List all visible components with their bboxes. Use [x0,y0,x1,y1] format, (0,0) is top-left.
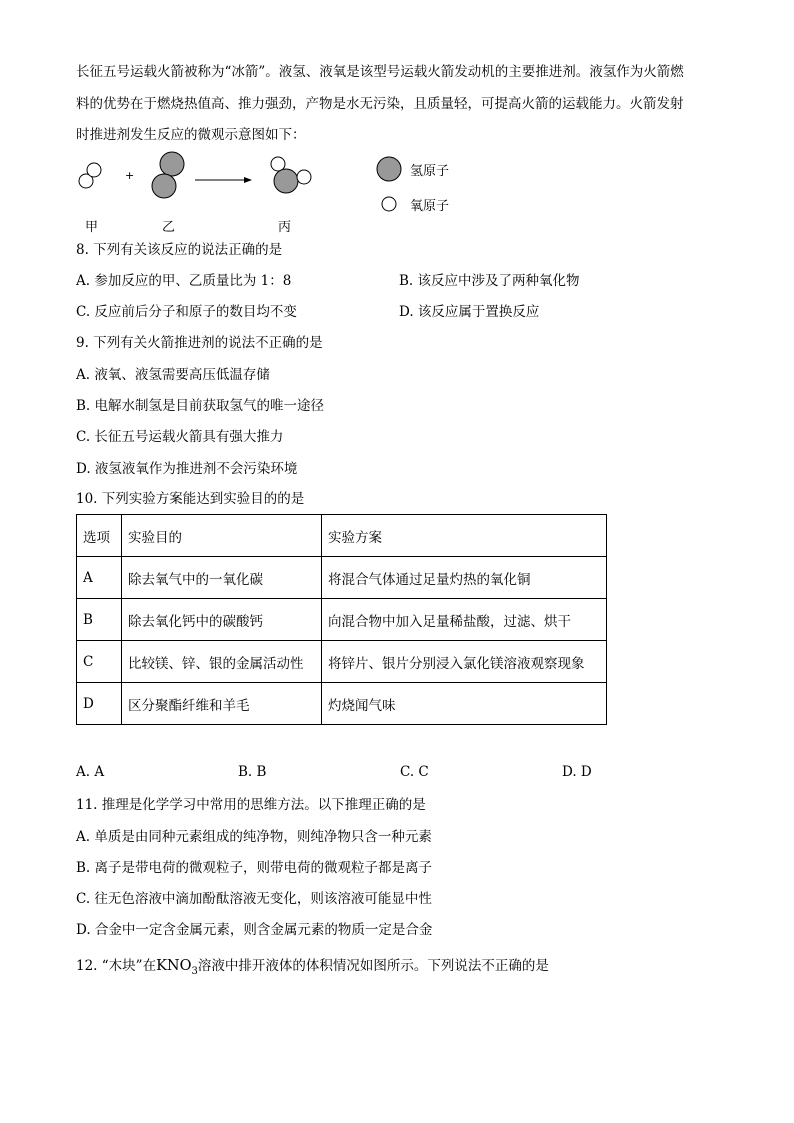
table-header-cell: 实验目的 [122,515,322,557]
table-cell: C [77,641,122,683]
q8-option-c: C. 反应前后分子和原子的数目均不变 [76,304,297,320]
reaction-diagram [70,148,530,228]
intro-line-1: 长征五号运载火箭被称为“冰箭”。液氢、液氧是该型号运载火箭发动机的主要推进剂。液氢作为火箭燃 [76,64,684,80]
experiment-table [76,514,607,725]
table-cell: 灼烧闻气味 [322,683,607,725]
q10-answer-c: C. C [400,764,429,780]
intro-line-3: 时推进剂发生反应的微观示意图如下： [76,127,306,143]
table-row [77,557,607,599]
q11-option-c: C. 往无色溶液中滴加酚酞溶液无变化，则该溶液可能显中性 [76,891,432,907]
chemical-formula: $KNO_3$ [156,958,198,977]
hydrogen-atom [87,163,101,177]
q10-answer-b: B. B [238,764,267,780]
q9-stem: 9. 下列有关火箭推进剂的说法不正确的是 [76,335,323,351]
q8-option-d: D. 该反应属于置换反应 [399,304,540,320]
table-row [77,641,607,683]
table-header-row [77,515,607,557]
table-cell: A [77,557,122,599]
table-cell: 向混合物中加入足量稀盐酸，过滤、烘干 [322,599,607,641]
q11-option-a: A. 单质是由同种元素组成的纯净物，则纯净物只含一种元素 [76,829,432,845]
q9-option-b: B. 电解水制氢是目前获取氢气的唯一途径 [76,398,325,414]
q9-option-a: A. 液氧、液氢需要高压低温存储 [76,367,270,383]
table-cell: 将锌片、银片分别浸入氯化镁溶液观察现象 [322,641,607,683]
table-row [77,683,607,725]
table-header-cell: 选项 [77,515,122,557]
oxygen-atom [274,169,298,193]
q10-stem: 10. 下列实验方案能达到实验目的的是 [76,491,305,507]
q11-stem: 11. 推理是化学学习中常用的思维方法。以下推理正确的是 [76,797,426,813]
q8-stem: 8. 下列有关该反应的说法正确的是 [76,242,283,258]
q11-option-b: B. 离子是带电荷的微观粒子，则带电荷的微观粒子都是离子 [76,860,433,876]
table-cell: 除去氧气中的一氧化碳 [122,557,322,599]
q8-option-a: A. 参加反应的甲、乙质量比为 1：8 [76,273,292,289]
plus-sign: + [125,169,135,182]
q10-answer-d: D. D [562,764,592,780]
table-cell: D [77,683,122,725]
table-cell: 除去氧化钙中的碳酸钙 [122,599,322,641]
label-bing: 丙 [278,220,292,235]
table-row [77,599,607,641]
q8-option-b: B. 该反应中涉及了两种氧化物 [399,273,580,289]
legend-label-hydrogen: 氢原子 [410,164,450,179]
q9-option-c: C. 长征五号运载火箭具有强大推力 [76,429,284,445]
table-header-cell: 实验方案 [322,515,607,557]
label-yi: 乙 [162,220,176,235]
label-jia: 甲 [85,220,99,235]
q10-answer-a: A. A [76,764,105,780]
q12-stem-prefix: 12. “木块”在 [76,958,157,974]
q12-stem-suffix: 溶液中排开液体的体积情况如图所示。下列说法不正确的是 [197,958,549,974]
hydrogen-atom [297,170,311,184]
q12-stem [76,956,549,982]
legend-hydrogen-swatch [377,157,401,181]
legend-label-oxygen: 氧原子 [410,199,450,214]
table-cell: 区分聚酯纤维和羊毛 [122,683,322,725]
reaction-arrow-head [244,177,252,183]
q9-option-d: D. 液氢液氧作为推进剂不会污染环境 [76,461,298,477]
table-cell: 将混合气体通过足量灼热的氧化铜 [322,557,607,599]
intro-line-2: 料的优势在于燃烧热值高、推力强劲，产物是水无污染，且质量轻，可提高火箭的运载能力。火箭发射 [76,96,684,112]
table-cell: B [77,599,122,641]
table-cell: 比较镁、锌、银的金属活动性 [122,641,322,683]
oxygen-atom [152,174,176,198]
legend-oxygen-swatch [382,197,396,211]
q11-option-d: D. 合金中一定含金属元素，则含金属元素的物质一定是合金 [76,922,433,938]
oxygen-atom [160,152,184,176]
